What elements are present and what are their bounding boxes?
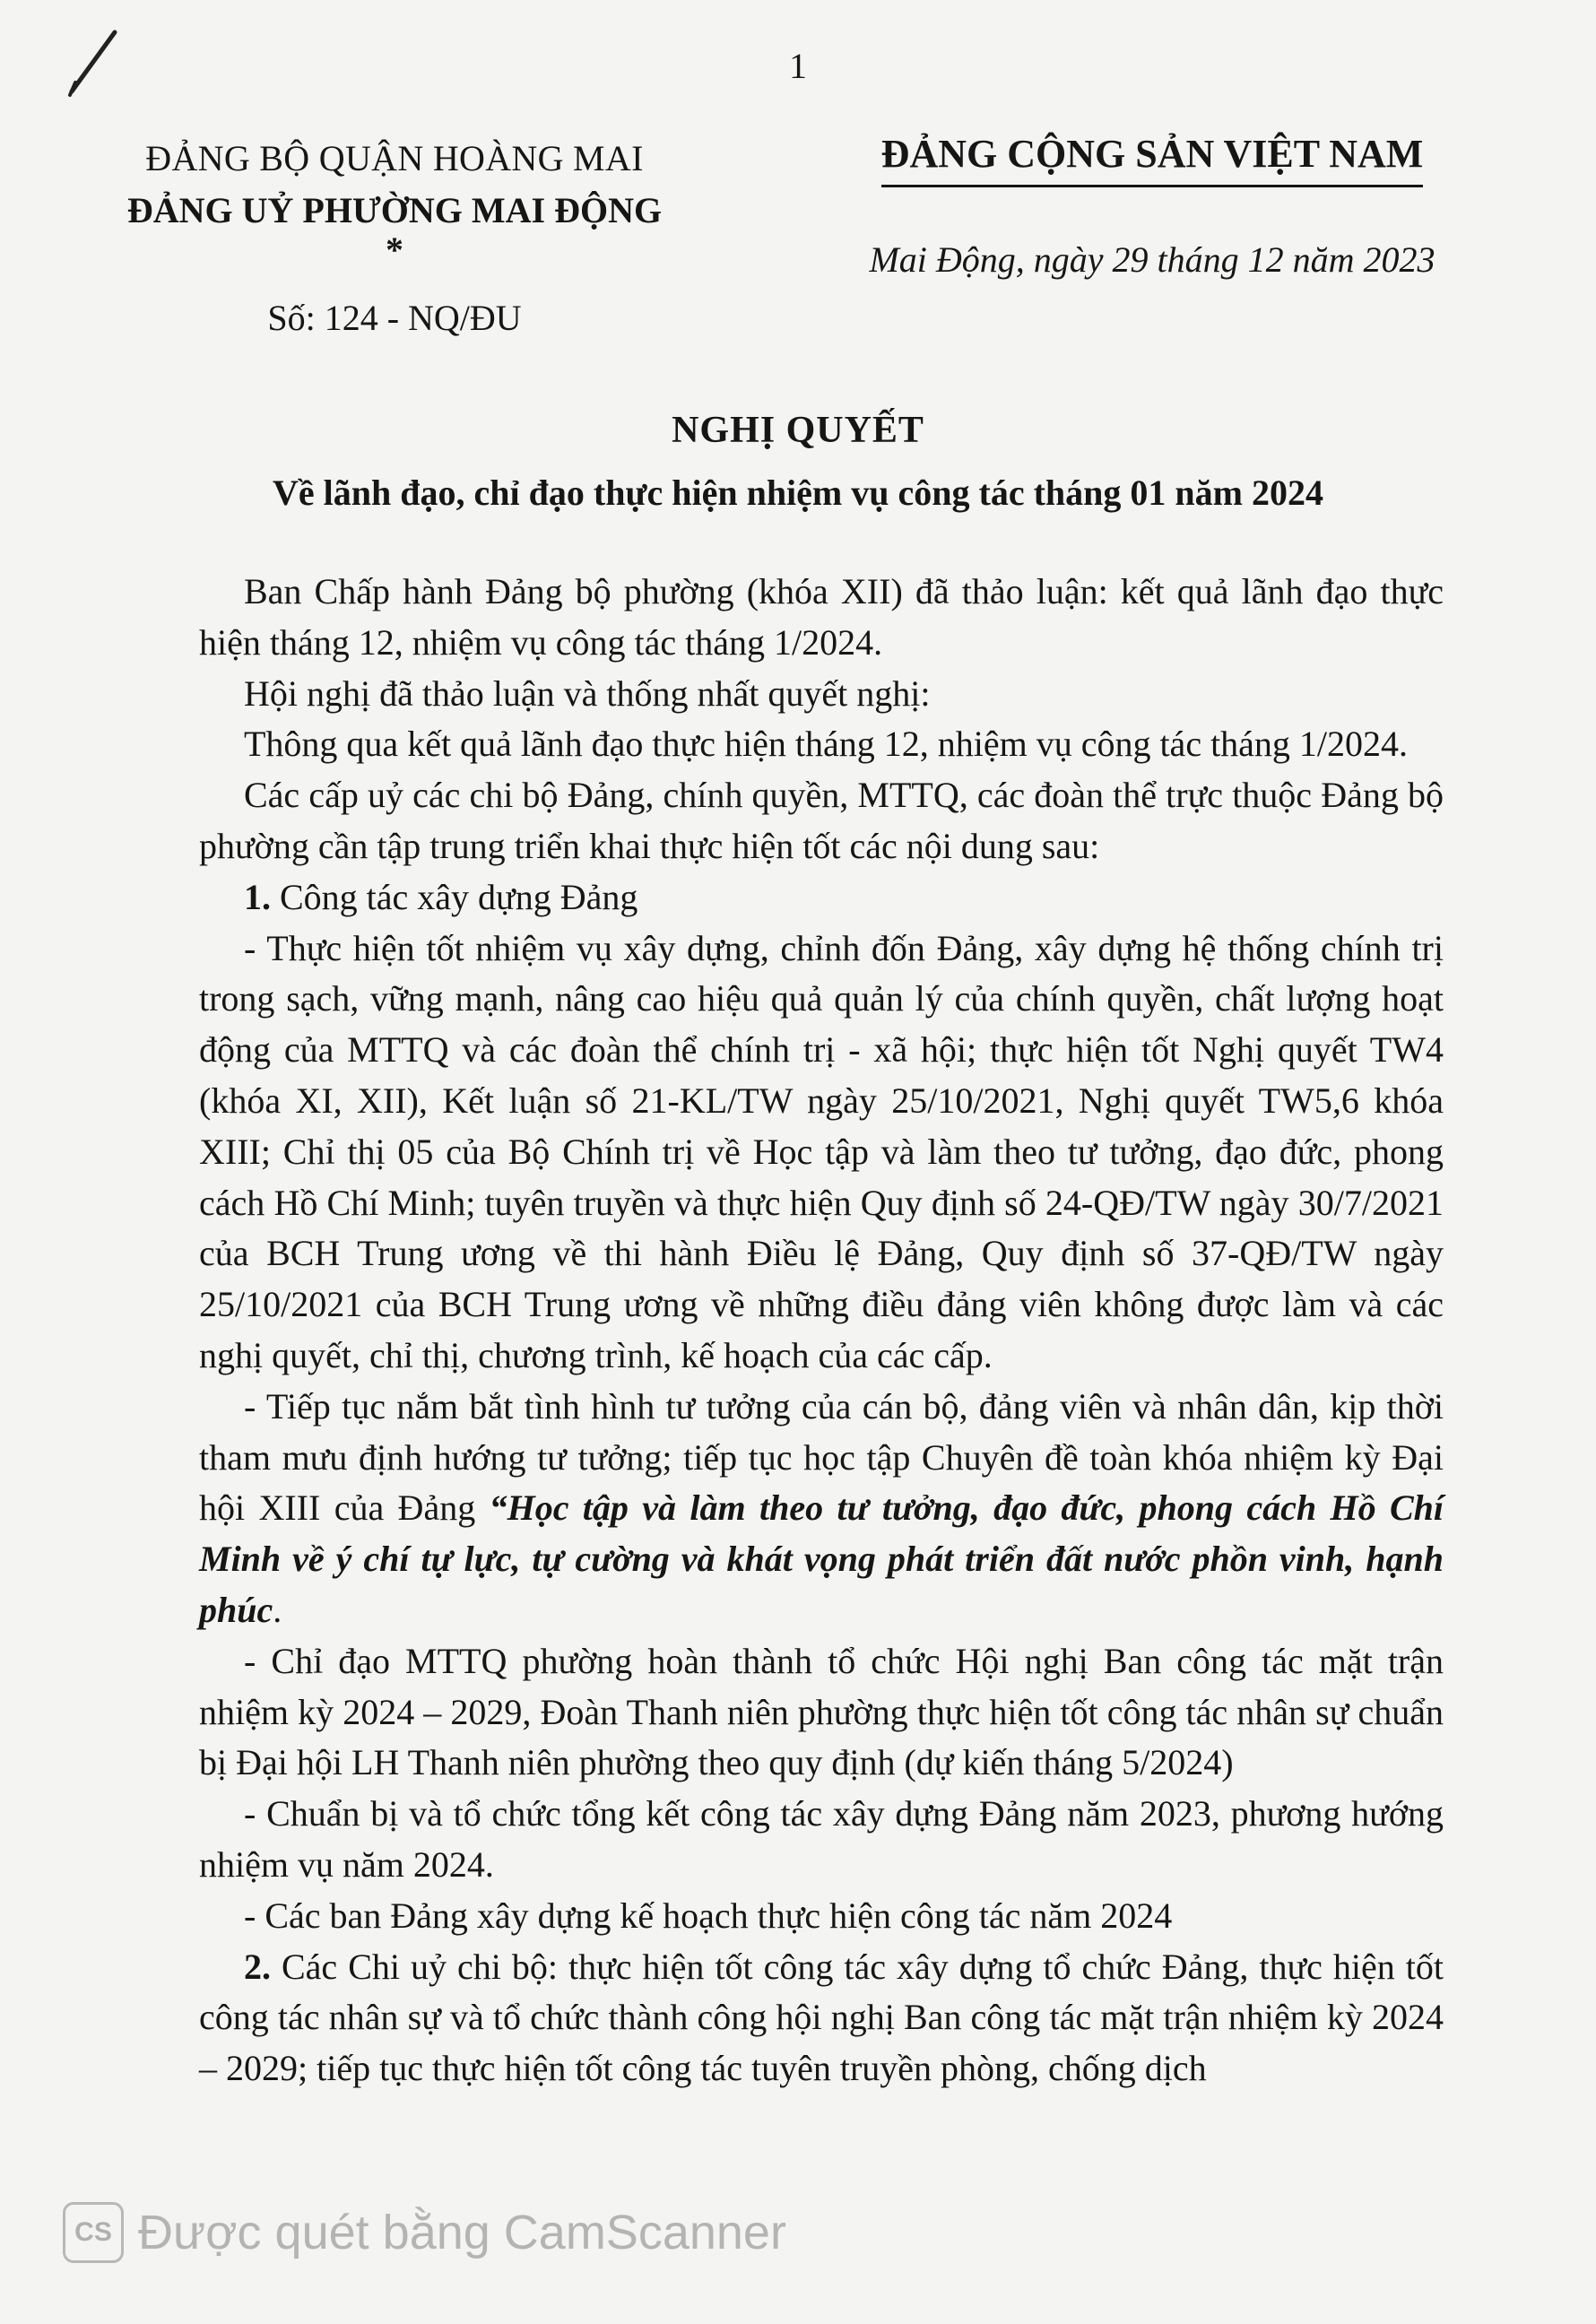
paragraph [199, 1382, 1444, 1636]
org-line-district: ĐẢNG BỘ QUẬN HOÀNG MAI [145, 138, 644, 178]
section-number: 2. [244, 1946, 271, 1987]
paragraph-end: . [273, 1589, 282, 1630]
national-header-block [807, 126, 1497, 286]
document-subtitle: Về lãnh đạo, chỉ đạo thực hiện nhiệm vụ công tác tháng 01 năm 2024 [273, 473, 1323, 513]
party-name: ĐẢNG CỘNG SẢN VIỆT NAM [881, 126, 1424, 187]
paragraph: Hội nghị đã thảo luận và thống nhất quyết nghị: [244, 672, 931, 714]
document-title-block [108, 403, 1488, 520]
paragraph: Các cấp uỷ các chi bộ Đảng, chính quyền, MTTQ, các đoàn thể trực thuộc Đảng bộ phường cần tập trung triển khai thực hiện tốt các nội dung sau: [199, 775, 1444, 866]
paragraph: - Chỉ đạo MTTQ phường hoàn thành tổ chức Hội nghị Ban công tác mặt trận nhiệm kỳ 2024 – 2029, Đoàn Thanh niên phường thực hiện tốt công tác nhân sự chuẩn bị Đại hội LH Thanh niên phường theo quy định (dự kiến tháng 5/2024) [199, 1640, 1444, 1783]
section-heading [199, 872, 1444, 924]
separator-star: * [386, 230, 403, 270]
paragraph-text: - Tiếp tục nắm bắt tình hình tư tưởng của cán bộ, đảng viên và nhân dân, kịp thời tham mưu định hướng tư tưởng; tiếp tục học tập Chuyên đề toàn khóa nhiệm kỳ Đại hội XIII của Đảng [199, 1385, 1444, 1529]
document-body [199, 567, 1444, 2094]
date-line: Mai Động, ngày 29 tháng 12 năm 2023 [869, 239, 1436, 280]
issuing-organization-block [81, 133, 708, 344]
document-title: NGHỊ QUYẾT [672, 410, 924, 451]
section-number: 1. [244, 876, 271, 917]
paragraph [199, 1942, 1444, 2094]
paragraph-text: Các Chi uỷ chi bộ: thực hiện tốt công tác xây dựng tổ chức Đảng, thực hiện tốt công tác nhân sự và tổ chức thành công hội nghị Ban công tác mặt trận nhiệm kỳ 2024 – 2029; tiếp tục thực hiện tốt công tác tuyên truyền phòng, chống dịch [199, 1946, 1444, 2089]
watermark-text: Được quét bằng CamScanner [138, 2206, 786, 2259]
org-line-ward: ĐẢNG UỶ PHƯỜNG MAI ĐỘNG [126, 190, 663, 230]
quoted-topic: “Học tập và làm theo tư tưởng, đạo đức, phong cách Hồ Chí Minh về ý chí tự lực, tự cường và khát vọng phát triển đất nước phồn vinh, hạnh phúc [199, 1487, 1444, 1630]
paragraph: Thông qua kết quả lãnh đạo thực hiện tháng 12, nhiệm vụ công tác tháng 1/2024. [244, 724, 1409, 765]
page-number: 1 [789, 46, 807, 86]
paragraph: Ban Chấp hành Đảng bộ phường (khóa XII) đã thảo luận: kết quả lãnh đạo thực hiện tháng 12, nhiệm vụ công tác tháng 1/2024. [199, 571, 1444, 663]
document-number: Số: 124 - NQ/ĐU [267, 298, 522, 338]
paragraph: - Các ban Đảng xây dựng kế hoạch thực hiện công tác năm 2024 [244, 1895, 1173, 1936]
section-title: Công tác xây dựng Đảng [271, 876, 638, 917]
handwritten-slash-mark [63, 27, 126, 99]
scanner-watermark [63, 2197, 786, 2268]
paragraph: - Thực hiện tốt nhiệm vụ xây dựng, chỉnh đốn Đảng, xây dựng hệ thống chính trị trong sạch, vững mạnh, nâng cao hiệu quả quản lý của chính quyền, chất lượng hoạt động của MTTQ và các đoàn thể chính trị - xã hội; thực hiện tốt Nghị quyết TW4 (khóa XI, XII), Kết luận số 21-KL/TW ngày 25/10/2021, Nghị quyết TW5,6 khóa XIII; Chỉ thị 05 của Bộ Chính trị về Học tập và làm theo tư tưởng, đạo đức, phong cách Hồ Chí Minh; tuyên truyền và thực hiện Quy định số 24-QĐ/TW ngày 30/7/2021 của BCH Trung ương về thi hành Điều lệ Đảng, Quy định số 37-QĐ/TW ngày 25/10/2021 của BCH Trung ương về những điều đảng viên không được làm và các nghị quyết, chỉ thị, chương trình, kế hoạch của các cấp. [199, 927, 1444, 1375]
paragraph: - Chuẩn bị và tổ chức tổng kết công tác xây dựng Đảng năm 2023, phương hướng nhiệm vụ năm 2024. [199, 1793, 1444, 1885]
camscanner-logo-icon: CS [63, 2202, 124, 2263]
